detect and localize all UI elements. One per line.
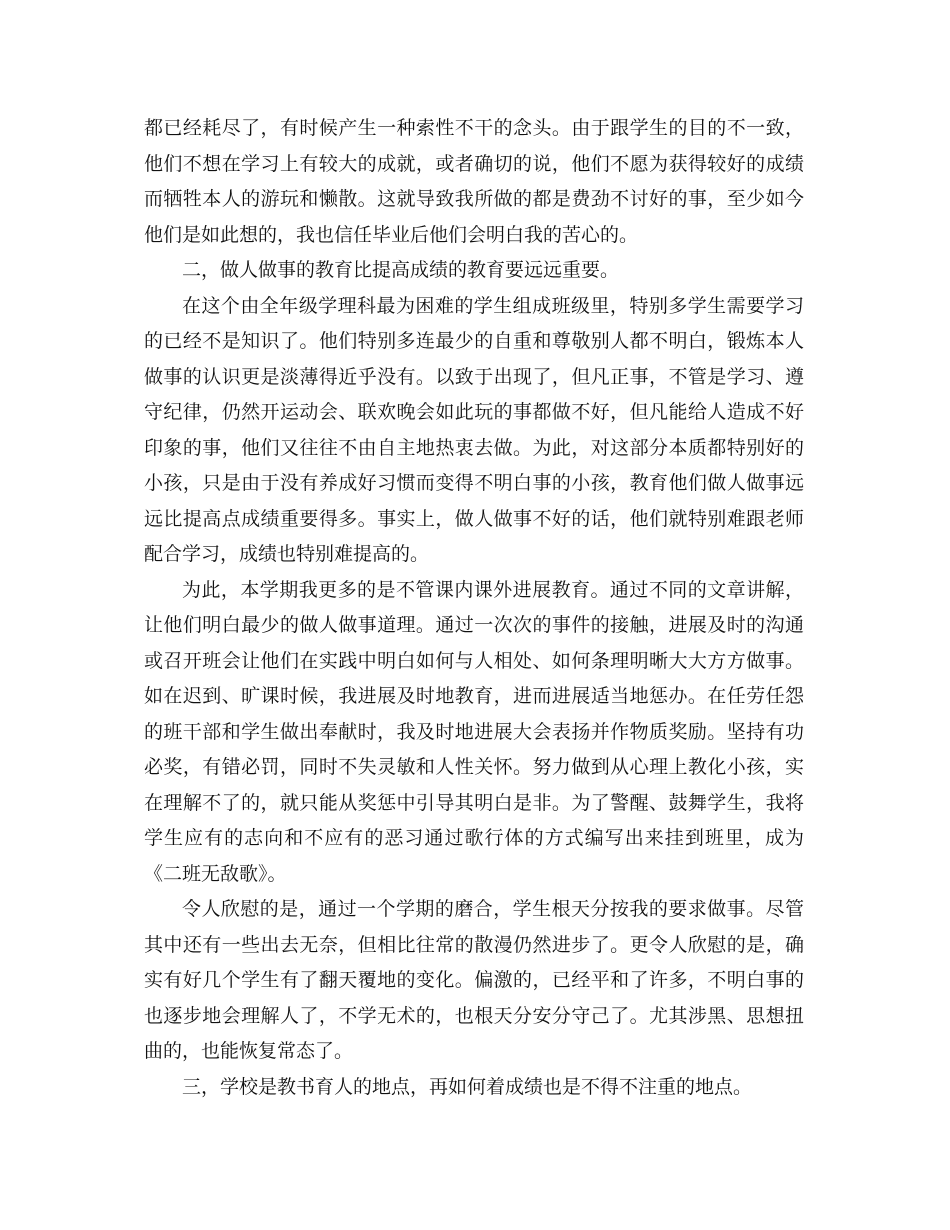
paragraph: 在这个由全年级学理科最为困难的学生组成班级里，特别多学生需要学习的已经不是知识了。他们特别多连最少的自重和尊敬别人都不明白，锻炼本人做事的认识更是淡薄得近乎没有。以致于出现了，但凡正事，不管是学习、遵守纪律，仍然开运动会、联欢晚会如此玩的事都做不好，但凡能给人造成不好印象的事，他们又往往不由自主地热衷去做。为此，对这部分本质都特别好的小孩，只是由于没有养成好习惯而变得不明白事的小孩，教育他们做人做事远远比提高点成绩重要得多。事实上，做人做事不好的话，他们就特别难跟老师配合学习，成绩也特别难提高的。 — [144, 294, 804, 565]
section-heading-three: 三，学校是教书育人的地点，再如何着成绩也是不得不注重的地点。 — [182, 1075, 753, 1098]
paragraph-continuation: 都已经耗尽了，有时候产生一种索性不干的念头。由于跟学生的目的不一致，他们不想在学习上有较大的成就，或者确切的说，他们不愿为获得较好的成绩而牺牲本人的游玩和懒散。这就导致我所做的都是费劲不讨好的事，至少如今他们是如此想的，我也信任毕业后他们会明白我的苦心的。 — [144, 117, 804, 246]
section-heading-two: 二，做人做事的教育比提高成绩的教育要远远重要。 — [182, 259, 620, 281]
document-body — [144, 111, 804, 1105]
paragraph: 令人欣慰的是，通过一个学期的磨合，学生根天分按我的要求做事。尽管其中还有一些出去无奈，但相比往常的散漫仍然进步了。更令人欣慰的是，确实有好几个学生有了翻天覆地的变化。偏激的，已经平和了许多，不明白事的也逐步地会理解人了，不学无术的，也根天分安分守己了。尤其涉黑、思想扭曲的，也能恢复常态了。 — [144, 898, 804, 1062]
paragraph: 为此，本学期我更多的是不管课内课外进展教育。通过不同的文章讲解，让他们明白最少的做人做事道理。通过一次次的事件的接触，进展及时的沟通或召开班会让他们在实践中明白如何与人相处、如何条理明晰大大方方做事。如在迟到、旷课时候，我进展及时地教育，进而进展适当地惩办。在任劳任怨的班干部和学生做出奉献时，我及时地进展大会表扬并作物质奖励。坚持有功必奖，有错必罚，同时不失灵敏和人性关怀。努力做到从心理上教化小孩，实在理解不了的，就只能从奖惩中引导其明白是非。为了警醒、鼓舞学生，我将学生应有的志向和不应有的恶习通过歌行体的方式编写出来挂到班里，成为《二班无敌歌》。 — [144, 578, 804, 885]
